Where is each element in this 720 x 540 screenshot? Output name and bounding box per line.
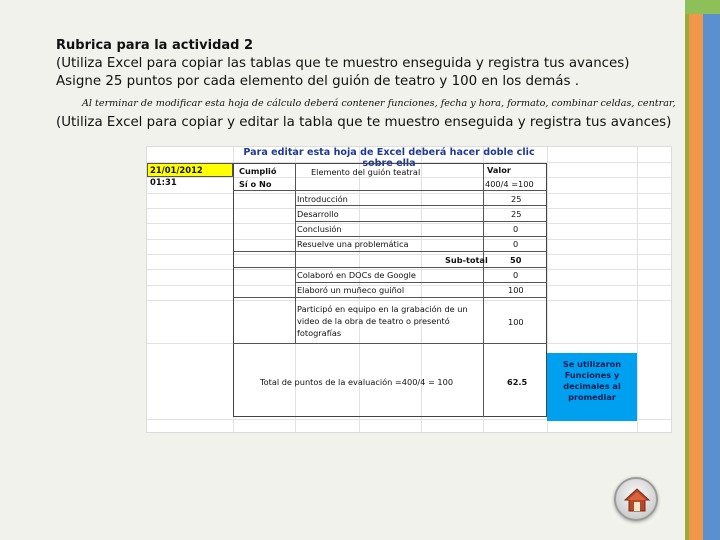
row-participo-line1: Participó en equipo en la grabación de un xyxy=(297,304,468,314)
col-valor-header: Valor xyxy=(487,165,511,175)
row-docs-label: Colaboró en DOCs de Google xyxy=(297,270,416,280)
stripe-top-green xyxy=(685,0,720,14)
row-munieco-label: Elaboró un muñeco guiñol xyxy=(297,285,405,295)
subtotal-label: Sub-total xyxy=(445,255,488,265)
intro-text xyxy=(56,37,629,91)
row-munieco-value: 100 xyxy=(508,285,524,295)
row-problematica-value: 0 xyxy=(513,239,519,249)
total-label: Total de puntos de la evaluación =400/4 = 100 xyxy=(260,377,454,387)
row-conclusion-label: Conclusión xyxy=(297,224,342,234)
row-participo-line3: fotografías xyxy=(297,328,342,338)
excel-embedded-sheet[interactable] xyxy=(146,146,672,433)
row-introduccion-label: Introducción xyxy=(297,194,348,204)
col-elemento-header: Elemento del guión teatral xyxy=(311,167,421,177)
row-desarrollo-value: 25 xyxy=(511,209,522,219)
requirements-note: Al terminar de modificar esta hoja de cálculo deberá contener funciones, fecha y hora, formato, combinar celdas, centrar, xyxy=(82,98,676,109)
note-line-4: promediar xyxy=(568,392,616,402)
valor-formula: 400/4 =100 xyxy=(485,179,534,189)
si-no-label: Sí o No xyxy=(239,179,272,189)
subtotal-value: 50 xyxy=(510,255,522,265)
functions-note-box xyxy=(547,353,637,421)
row-docs-value: 0 xyxy=(513,270,519,280)
row-participo-line2: video de la obra de teatro o presentó xyxy=(297,316,450,326)
col-cumplio-header: Cumplió xyxy=(239,166,277,176)
home-icon xyxy=(622,485,652,515)
stripe-blue xyxy=(703,0,720,540)
row-conclusion-value: 0 xyxy=(513,224,519,234)
decorative-stripes xyxy=(685,0,720,540)
note-line-3: decimales al xyxy=(563,381,621,391)
stripe-orange xyxy=(689,0,703,540)
instruction-line-1: (Utiliza Excel para copiar las tablas que te muestro enseguida y registra tus avances) xyxy=(56,56,630,71)
home-button[interactable] xyxy=(614,477,658,521)
note-line-1: Se utilizaron xyxy=(562,359,622,369)
note-line-2: Funciones y xyxy=(564,370,620,380)
instruction-line-2: Asigne 25 puntos por cada elemento del guión de teatro y 100 en los demás . xyxy=(56,74,579,89)
instruction-line-3: (Utiliza Excel para copiar y editar la tabla que te muestro enseguida y registra tus avances) xyxy=(56,115,672,130)
row-participo-value: 100 xyxy=(508,317,524,327)
total-value: 62.5 xyxy=(507,377,528,387)
row-desarrollo-label: Desarrollo xyxy=(297,209,339,219)
slide-title: Rubrica para la actividad 2 xyxy=(56,38,254,53)
row-problematica-label: Resuelve una problemática xyxy=(297,239,409,249)
date-time-cell: 21/01/2012 01:31 xyxy=(147,163,233,177)
row-introduccion-value: 25 xyxy=(511,194,522,204)
sheet-header: Para editar esta hoja de Excel deberá hacer doble clic sobre ella xyxy=(243,147,535,169)
